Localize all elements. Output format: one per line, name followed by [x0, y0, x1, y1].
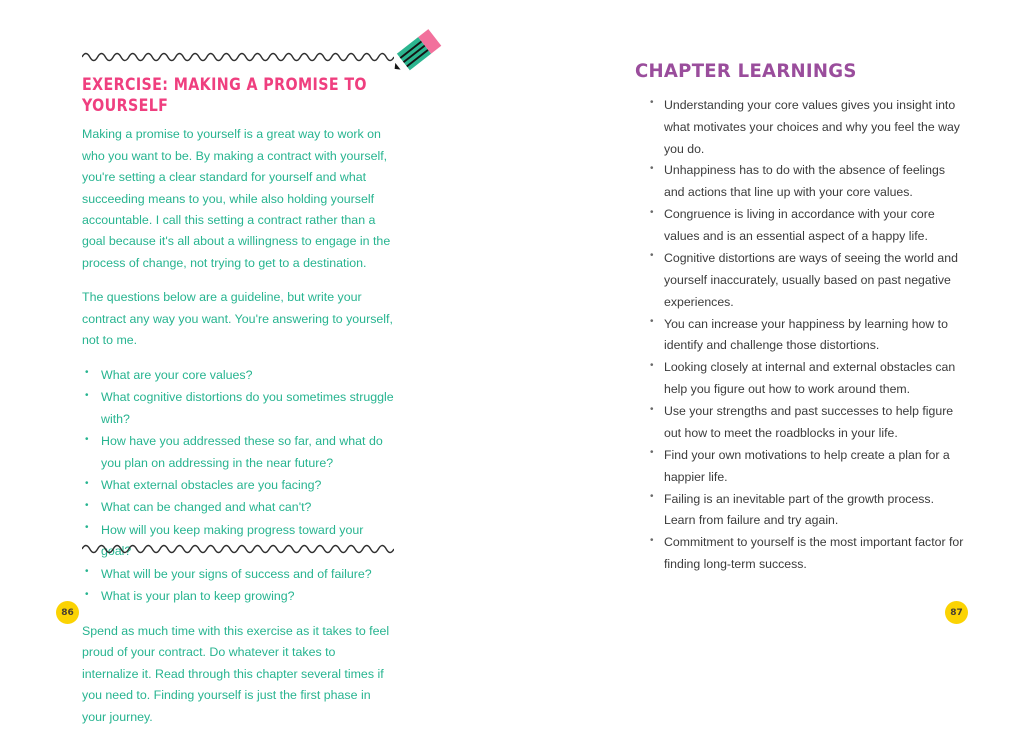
pencil-icon: [386, 24, 448, 80]
exercise-title: EXERCISE: MAKING A PROMISE TO YOURSELF: [82, 75, 367, 116]
list-item: • How have you addressed these so far, and what do you plan on addressing in the near future?: [82, 431, 394, 474]
list-item: • Use your strengths and past successes to help figure out how to meet the roadblocks in your life.: [647, 401, 965, 445]
exercise-paragraph-1: Making a promise to yourself is a great way to work on who you want to be. By making a contract with yourself, you're setting a clear standard for yourself and what succeeding means to you, while also holding yourself accountable. I call this setting a contract rather than a goal because it's all about a willingness to engage in the process of change, not trying to get to a destination.: [82, 127, 391, 270]
list-item: • Congruence is living in accordance with your core values and is an essential aspect of a happy life.: [647, 204, 965, 248]
list-item: • Looking closely at internal and external obstacles can help you figure out how to work around them.: [647, 357, 965, 401]
list-item: • What is your plan to keep growing?: [82, 586, 394, 607]
list-item: • Cognitive distortions are ways of seeing the world and yourself inaccurately, usually based on past negative experiences.: [647, 248, 965, 314]
left-page-content: [82, 48, 394, 741]
list-item: • What cognitive distortions do you sometimes struggle with?: [82, 387, 394, 430]
list-item: • What external obstacles are you facing?: [82, 475, 394, 496]
chapter-learnings-list: [647, 95, 965, 576]
wavy-divider-top-icon: [82, 48, 394, 62]
list-item: • What are your core values?: [82, 365, 394, 386]
list-item: • What can be changed and what can't?: [82, 497, 394, 518]
exercise-paragraph-2: The questions below are a guideline, but write your contract any way you want. You're answering to yourself, not to me.: [82, 290, 393, 348]
wavy-divider-bottom-icon: [82, 540, 394, 554]
right-page-content: [635, 60, 965, 589]
page-number-left: 86: [56, 601, 79, 624]
chapter-learnings-title: CHAPTER LEARNINGS: [635, 60, 857, 82]
exercise-question-list: [82, 365, 394, 608]
list-item: • Unhappiness has to do with the absence of feelings and actions that line up with your core values.: [647, 160, 965, 204]
list-item: • Commitment to yourself is the most important factor for finding long-term success.: [647, 532, 965, 576]
list-item: • You can increase your happiness by learning how to identify and challenge those distortions.: [647, 314, 965, 358]
list-item: • Failing is an inevitable part of the growth process. Learn from failure and try again.: [647, 489, 965, 533]
list-item: • Understanding your core values gives you insight into what motivates your choices and why you feel the way you do.: [647, 95, 965, 161]
list-item: • Find your own motivations to help create a plan for a happier life.: [647, 445, 965, 489]
list-item: • What will be your signs of success and of failure?: [82, 564, 394, 585]
exercise-closing-paragraph: Spend as much time with this exercise as it takes to feel proud of your contract. Do whatever it takes to internalize it. Read through this chapter several times if you need to. Finding yourself is just the first phase in your journey.: [82, 623, 390, 724]
list-item: • How will you keep making progress toward your goal?: [82, 520, 394, 563]
page-number-right: 87: [945, 601, 968, 624]
